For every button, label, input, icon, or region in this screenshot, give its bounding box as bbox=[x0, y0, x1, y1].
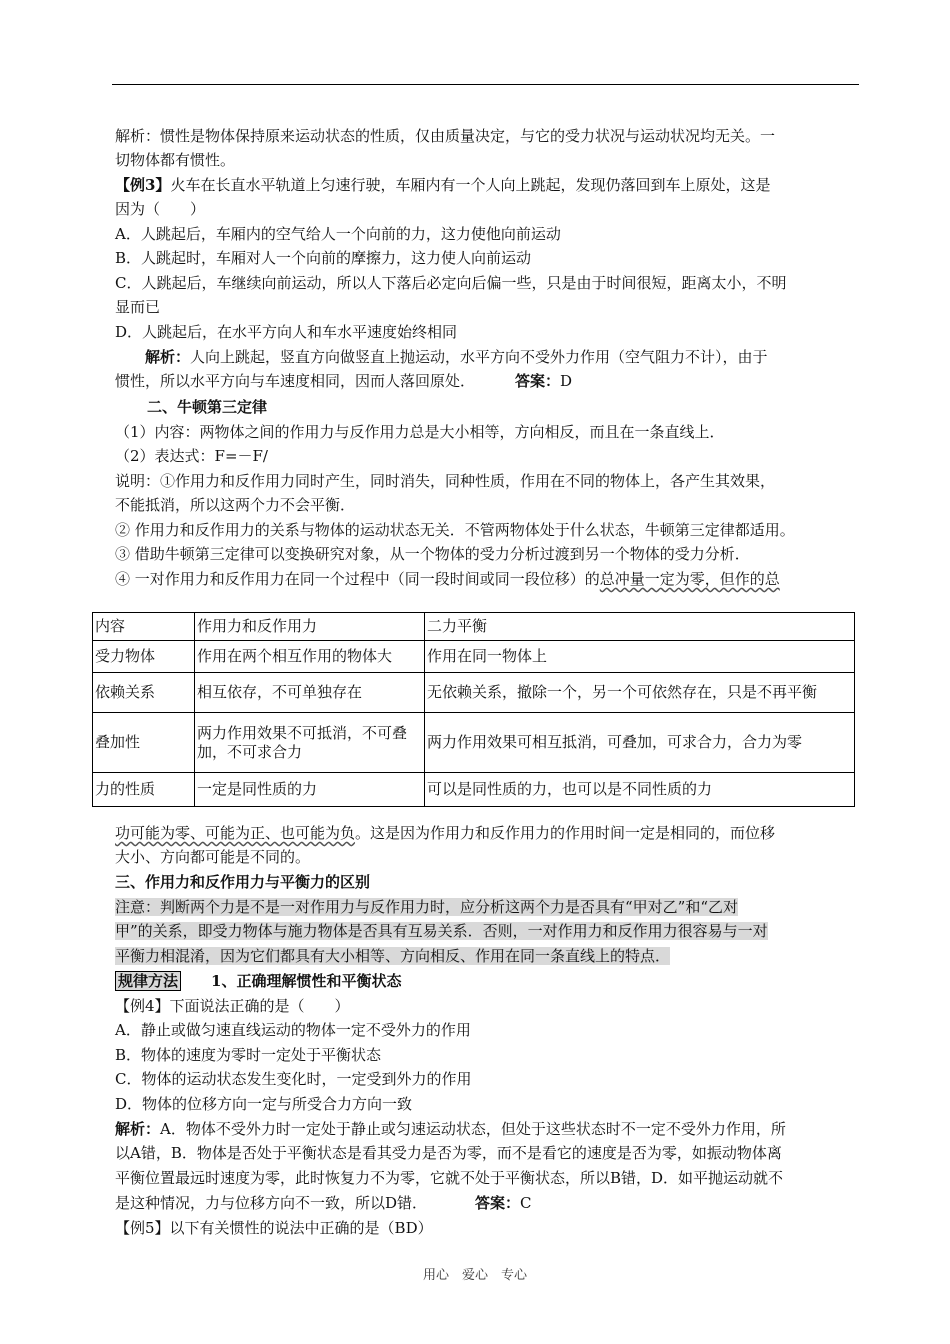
text-line: （2）表达式：F=－F/ bbox=[115, 447, 268, 465]
table-cell: 内容 bbox=[93, 613, 195, 641]
option-c: C．物体的运动状态发生变化时，一定受到外力的作用 bbox=[115, 1070, 472, 1088]
answer-label: 答案： bbox=[515, 372, 561, 390]
option-d: D．物体的位移方向一定与所受合力方向一致 bbox=[115, 1095, 413, 1113]
text-line: 解析：惯性是物体保持原来运动状态的性质，仅由质量决定，与它的受力状况与运动状况均无关。一 bbox=[115, 127, 776, 145]
answer-value: D bbox=[560, 372, 573, 390]
text-line: ③ 借助牛顿第三定律可以变换研究对象，从一个物体的受力分析过渡到另一个物体的受力分析． bbox=[115, 545, 750, 563]
answer-label: 答案： bbox=[475, 1194, 521, 1212]
option-b: B．物体的速度为零时一定处于平衡状态 bbox=[115, 1046, 382, 1064]
answer-value: C bbox=[520, 1194, 532, 1212]
table-cell: 一定是同性质的力 bbox=[195, 773, 425, 807]
header-rule bbox=[112, 84, 859, 85]
option-a: A．静止或做匀速直线运动的物体一定不受外力的作用 bbox=[115, 1021, 471, 1039]
table-cell: 叠加性 bbox=[93, 713, 195, 773]
table-row bbox=[93, 713, 855, 773]
table-row bbox=[93, 613, 855, 641]
text-line: 说明：①作用力和反作用力同时产生，同时消失，同种性质，作用在不同的物体上，各产生其效果， bbox=[115, 472, 776, 490]
text-line: （1）内容：两物体之间的作用力与反作用力总是大小相等，方向相反，而且在一条直线上． bbox=[115, 423, 725, 441]
option-b: B．人跳起时，车厢对人一个向前的摩擦力，这力使人向前运动 bbox=[115, 249, 532, 267]
table-cell: 无依赖关系，撤除一个，另一个可依然存在，只是不再平衡 bbox=[425, 673, 855, 713]
text-line: 平衡位置最远时速度为零，此时恢复力不为零，它就不处于平衡状态，所以B错，D．如平抛运动就不 bbox=[115, 1169, 784, 1187]
text-line: ② 作用力和反作用力的关系与物体的运动状态无关．不管两物体处于什么状态，牛顿第三定律都适用。 bbox=[115, 521, 795, 539]
table-cell: 两力作用效果可相互抵消，可叠加，可求合力，合力为零 bbox=[425, 713, 855, 773]
table-cell: 力的性质 bbox=[93, 773, 195, 807]
text-line: 功可能为零、可能为正、也可能为负。这是因为作用力和反作用力的作用时间一定是相同的，而位移 bbox=[115, 824, 776, 842]
table-cell: 受力物体 bbox=[93, 641, 195, 673]
option-d: D．人跳起后，在水平方向人和车水平速度始终相同 bbox=[115, 323, 458, 341]
table-cell: 可以是同性质的力，也可以是不同性质的力 bbox=[425, 773, 855, 807]
table-cell: 二力平衡 bbox=[425, 613, 855, 641]
solution-label: 解析： bbox=[115, 1120, 161, 1138]
section-title: 三、作用力和反作用力与平衡力的区别 bbox=[115, 873, 371, 891]
example-3-question: 【例3】火车在长直水平轨道上匀速行驶，车厢内有一个人向上跳起，发现仍落回到车上原处，这是 bbox=[115, 176, 771, 194]
method-box: 规律方法 bbox=[115, 971, 181, 991]
text-line: 以A错，B．物体是否处于平衡状态是看其受力是否为零，而不是看它的速度是否为零，如振动物体离 bbox=[115, 1144, 782, 1162]
solution-label: 解析： bbox=[145, 348, 191, 366]
text-line: ④ 一对作用力和反作用力在同一个过程中（同一段时间或同一段位移）的总冲量一定为零，但作的总 bbox=[115, 570, 780, 588]
method-heading: 规律方法 1、正确理解惯性和平衡状态 bbox=[115, 969, 860, 993]
section-title: 二、牛顿第三定律 bbox=[147, 398, 268, 416]
text-line: 不能抵消，所以这两个力不会平衡． bbox=[115, 496, 356, 514]
option-a: A．人跳起后，车厢内的空气给人一个向前的力，这力使他向前运动 bbox=[115, 225, 561, 243]
text-line: 大小、方向都可能是不同的。 bbox=[115, 848, 311, 866]
text-line: 显而已 bbox=[115, 298, 161, 316]
solution-4: 解析：A．物体不受外力时一定处于静止或匀速运动状态，但处于这些状态时不一定不受外力作用，所 bbox=[115, 1120, 786, 1138]
solution-3-cont: 惯性，所以水平方向与车速度相同，因而人落回原处． 答案：D bbox=[115, 372, 573, 390]
highlighted-note: 平衡力相混淆，因为它们都具有大小相等、方向相反、作用在同一条直线上的特点． bbox=[115, 947, 671, 965]
table-cell: 作用力和反作用力 bbox=[195, 613, 425, 641]
table-row bbox=[93, 673, 855, 713]
table-cell: 相互依存，不可单独存在 bbox=[195, 673, 425, 713]
table-cell: 作用在两个相互作用的物体大 bbox=[195, 641, 425, 673]
comparison-table bbox=[92, 612, 855, 807]
solution-3: 解析：人向上跳起，竖直方向做竖直上抛运动，水平方向不受外力作用（空气阻力不计），由于 bbox=[145, 348, 768, 366]
table-cell: 作用在同一物体上 bbox=[425, 641, 855, 673]
text-line: 因为（ ） bbox=[115, 200, 206, 218]
solution-4-end: 是这种情况，力与位移方向不一致，所以D错． 答案：C bbox=[115, 1194, 532, 1212]
page-footer: 用心 爱心 专心 bbox=[422, 1268, 527, 1283]
example-label: 【例3】 bbox=[115, 176, 171, 194]
example-4-question: 【例4】下面说法正确的是（ ） bbox=[115, 997, 350, 1015]
option-c: C．人跳起后，车继续向前运动，所以人下落后必定向后偏一些，只是由于时间很短，距离太小，不明 bbox=[115, 274, 787, 292]
text-line: 切物体都有惯性。 bbox=[115, 151, 236, 169]
table-row bbox=[93, 641, 855, 673]
table-row bbox=[93, 773, 855, 807]
table-cell: 两力作用效果不可抵消，不可叠加，不可求合力 bbox=[195, 713, 425, 773]
table-cell: 依赖关系 bbox=[93, 673, 195, 713]
highlighted-note: 注意：判断两个力是不是一对作用力与反作用力时，应分析这两个力是否具有“甲对乙”和“乙对 bbox=[115, 898, 739, 916]
highlighted-note: 甲”的关系，即受力物体与施力物体是否具有互易关系．否则，一对作用力和反作用力很容易与一对 bbox=[115, 922, 768, 940]
example-5-question: 【例5】以下有关惯性的说法中正确的是（BD） bbox=[115, 1219, 433, 1237]
